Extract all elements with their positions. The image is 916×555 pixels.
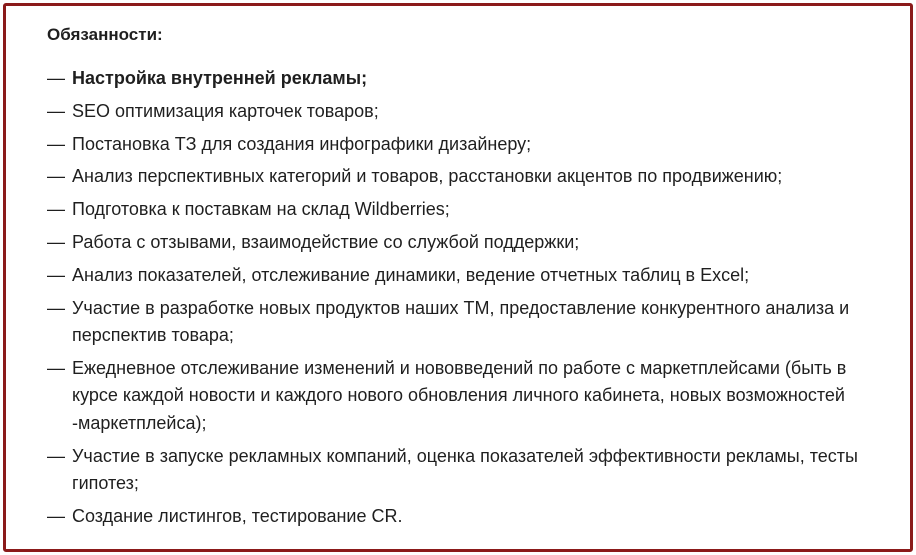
duty-text: Участие в запуске рекламных компаний, оценка показателей эффективности рекламы, тесты гипотез;	[72, 445, 858, 494]
duty-item	[47, 229, 890, 257]
dash-bullet: —	[47, 297, 65, 318]
dash-bullet: —	[47, 505, 65, 526]
duty-text: Участие в разработке новых продуктов наших ТМ, предоставление конкурентного анализа и перспектив товара;	[72, 297, 850, 346]
duty-item	[47, 262, 890, 290]
duty-item	[47, 196, 890, 224]
duties-card	[3, 3, 913, 552]
duty-text: SEO оптимизация карточек товаров;	[72, 100, 379, 121]
dash-bullet: —	[47, 166, 65, 187]
duty-text: Работа с отзывами, взаимодействие со службой поддержки;	[72, 231, 580, 252]
duty-text: Анализ перспективных категорий и товаров, расстановки акцентов по продвижению;	[72, 166, 783, 187]
duty-text: Ежедневное отслеживание изменений и нововведений по работе с маркетплейсами (быть в курсе каждой новости и каждого нового обновления личного кабинета, новых возможностей -маркетплейса);	[72, 357, 847, 433]
dash-bullet: —	[47, 357, 65, 378]
duty-item	[47, 355, 890, 438]
section-heading: Обязанности:	[47, 25, 163, 44]
duties-section	[47, 24, 890, 536]
duty-text: Анализ показателей, отслеживание динамики, ведение отчетных таблиц в Excel;	[72, 264, 750, 285]
duty-text: Создание листингов, тестирование CR.	[72, 505, 403, 526]
duty-text: Подготовка к поставкам на склад Wildberries;	[72, 199, 450, 220]
dash-bullet: —	[47, 445, 65, 466]
duty-item	[47, 295, 890, 350]
duties-list	[47, 65, 890, 530]
dash-bullet: —	[47, 68, 65, 88]
dash-bullet: —	[47, 231, 65, 252]
duty-item	[47, 503, 890, 531]
dash-bullet: —	[47, 133, 65, 154]
duty-item	[47, 131, 890, 159]
duty-item	[47, 163, 890, 191]
dash-bullet: —	[47, 100, 65, 121]
duty-text: Постановка ТЗ для создания инфографики дизайнеру;	[72, 133, 532, 154]
dash-bullet: —	[47, 264, 65, 285]
duty-text: Настройка внутренней рекламы;	[72, 68, 368, 88]
duty-item	[47, 443, 890, 498]
duty-item	[47, 65, 890, 93]
dash-bullet: —	[47, 199, 65, 220]
duty-item	[47, 98, 890, 126]
